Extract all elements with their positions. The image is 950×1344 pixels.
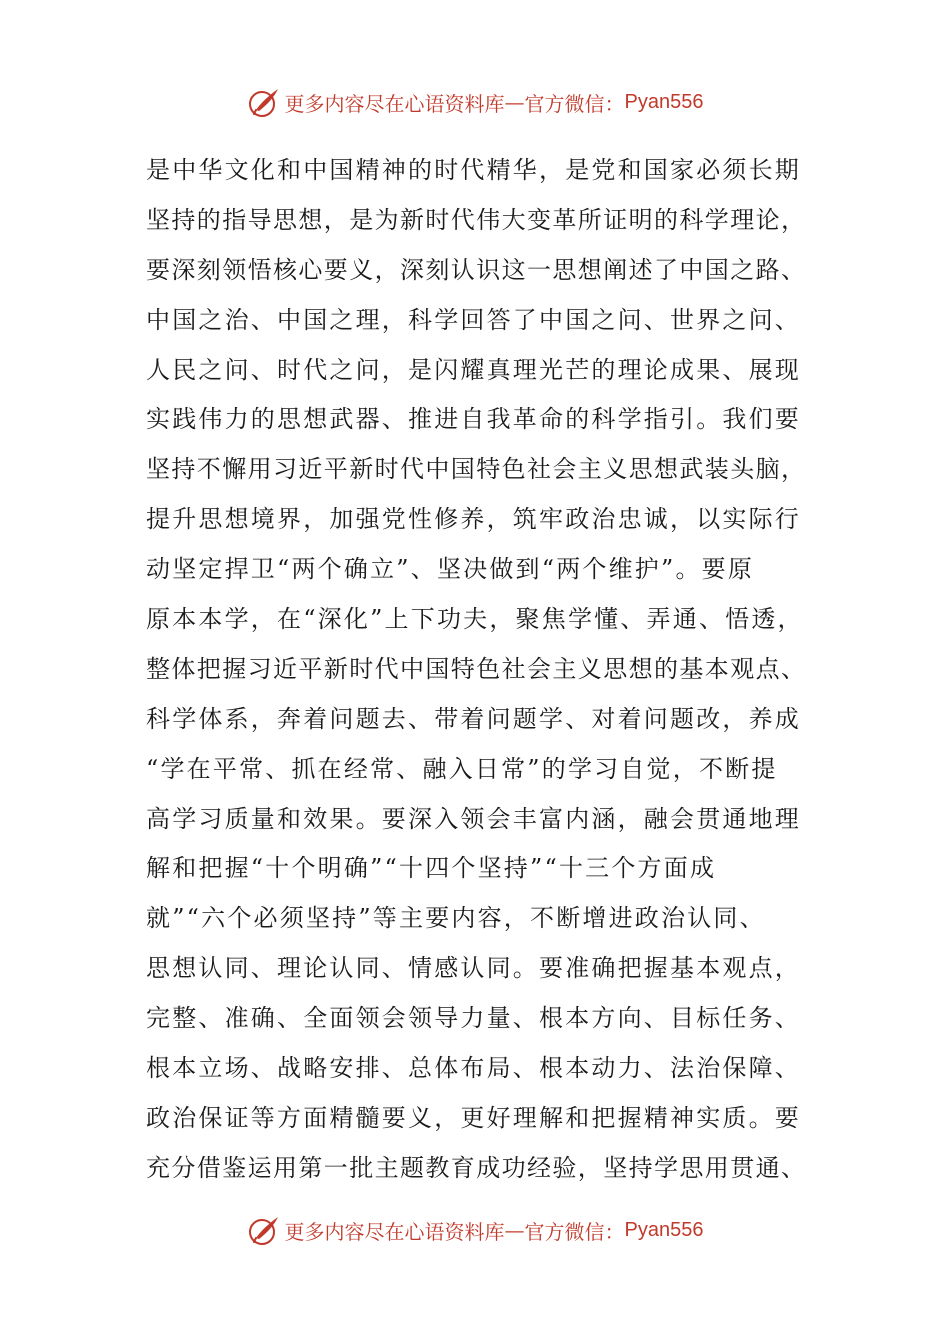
text-line: 要深刻领悟核心要义，深刻认识这一思想阐述了中国之路、 (146, 255, 807, 284)
text-line: 坚持的指导思想，是为新时代伟大变革所证明的科学理论， (146, 205, 807, 234)
banner-separator: — (504, 90, 525, 114)
text-line: 政治保证等方面精髓要义，更好理解和把握精神实质。要 (146, 1103, 801, 1132)
text-line: 动坚定捍卫“两个确立”、坚决做到“两个维护”。要原 (146, 555, 755, 584)
banner-official-label: 官方微信： (524, 1219, 625, 1244)
text-line: 完整、准确、全面领会领导力量、根本方向、目标任务、 (146, 1004, 801, 1033)
body-text (146, 146, 806, 1194)
text-line: 思想认同、理论认同、情感认同。要准确把握基本观点， (146, 954, 801, 983)
text-line: 人民之问、时代之问，是闪耀真理光芒的理论成果、展现 (146, 355, 801, 384)
text-line: 实践伟力的思想武器、推进自我革命的科学指引。我们要 (146, 405, 801, 434)
text-line: 解和把握“十个明确”“十四个坚持”“十三个方面成 (146, 854, 717, 883)
text-line: 高学习质量和效果。要深入领会丰富内涵，融会贯通地理 (146, 804, 801, 833)
text-line: 就”“六个必须坚持”等主要内容，不断增进政治认同、 (146, 904, 766, 933)
text-line: 中国之治、中国之理，科学回答了中国之问、世界之问、 (146, 305, 801, 334)
text-line: 科学体系，奔着问题去、带着问题学、对着问题改，养成 (146, 704, 801, 733)
banner-wechat-id: Pyan556 (624, 90, 704, 113)
text-line: 是中华文化和中国精神的时代精华，是党和国家必须长期 (146, 156, 801, 184)
text-line: 原本本学，在“深化”上下功夫，聚焦学懂、弄通、悟透， (146, 605, 804, 634)
banner-brand-text: 更多内容尽在心语资料库 (284, 1219, 505, 1244)
text-line: “学在平常、抓在经常、融入日常”的学习自觉，不断提 (146, 754, 778, 783)
banner-separator: — (504, 1218, 525, 1242)
banner-official-label: 官方微信： (524, 91, 625, 116)
text-line: 提升思想境界，加强党性修养，筑牢政治忠诚，以实际行 (146, 505, 801, 534)
quill-pen-logo-icon (247, 85, 281, 119)
text-line: 坚持不懈用习近平新时代中国特色社会主义思想武装头脑， (146, 455, 807, 484)
text-line: 充分借鉴运用第一批主题教育成功经验，坚持学思用贯通、 (146, 1153, 807, 1182)
banner-brand-text: 更多内容尽在心语资料库 (284, 91, 505, 116)
text-line: 整体把握习近平新时代中国特色社会主义思想的基本观点、 (146, 654, 807, 683)
banner-wechat-id: Pyan556 (624, 1218, 704, 1241)
text-line: 根本立场、战略安排、总体布局、根本动力、法治保障、 (146, 1054, 801, 1083)
header-banner (0, 84, 950, 120)
footer-banner (0, 1212, 950, 1248)
quill-pen-logo-icon (247, 1213, 281, 1247)
